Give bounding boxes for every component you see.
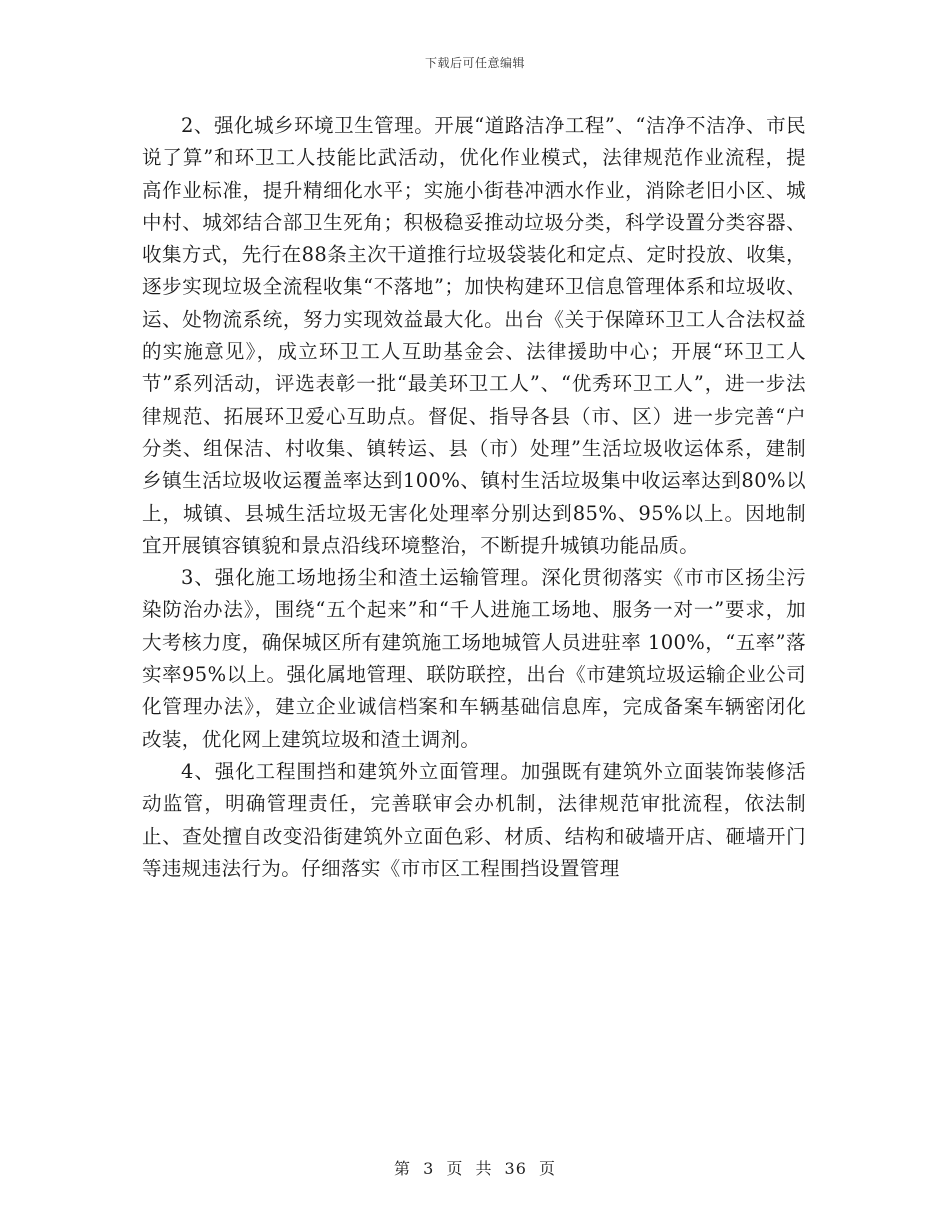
page-footer: 第 3 页 共 36 页 bbox=[394, 1159, 556, 1178]
paragraph-4-facade: 4、强化工程围挡和建筑外立面管理。加强既有建筑外立面装饰装修活动监管，明确管理责任，完善联审会办机制，法律规范审批流程，依法制止、查处擅自改变沿街建筑外立面色彩、材质、结构和破墙开店、砸墙开门等违规违法行为。仔细落实《市市区工程围挡设置管理 bbox=[142, 759, 806, 880]
paragraph-2-sanitation: 2、强化城乡环境卫生管理。开展“道路洁净工程”、“洁净不洁净、市民说了算”和环卫工人技能比武活动，优化作业模式，法律规范作业流程，提高作业标准，提升精细化水平；实施小街巷冲洒水作业，消除老旧小区、城中村、城郊结合部卫生死角；积极稳妥推动垃圾分类，科学设置分类容器、收集方式，先行在88条主次干道推行垃圾袋装化和定点、定时投放、收集，逐步实现垃圾全流程收集“不落地”；加快构建环卫信息管理体系和垃圾收、运、处物流系统，努力实现效益最大化。出台《关于保障环卫工人合法权益的实施意见》，成立环卫工人互助基金会、法律援助中心；开展“环卫工人节”系列活动，评选表彰一批“最美环卫工人”、“优秀环卫工人”，进一步法律规范、拓展环卫爱心互助点。督促、指导各县（市、区）进一步完善“户分类、组保洁、村收集、镇转运、县（市）处理”生活垃圾收运体系，建制乡镇生活垃圾收运覆盖率达到100%、镇村生活垃圾集中收运率达到80%以上，城镇、县城生活垃圾无害化处理率分别达到85%、95%以上。因地制宜开展镇容镇貌和景点沿线环境整治，不断提升城镇功能品质。 bbox=[142, 114, 806, 557]
page-header: 下载后可任意编辑 bbox=[424, 56, 525, 70]
document-body bbox=[142, 110, 806, 885]
paragraph-3-construction-dust: 3、强化施工场地扬尘和渣土运输管理。深化贯彻落实《市市区扬尘污染防治办法》，围绕“五个起来”和“千人进施工场地、服务一对一”要求，加大考核力度，确保城区所有建筑施工场地城管人员进驻率 100%，“五率”落实率95%以上。强化属地管理、联防联控，出台《市建筑垃圾运输企业公司化管理办法》，建立企业诚信档案和车辆基础信息库，完成备案车辆密闭化改装，优化网上建筑垃圾和渣土调剂。 bbox=[142, 566, 806, 751]
